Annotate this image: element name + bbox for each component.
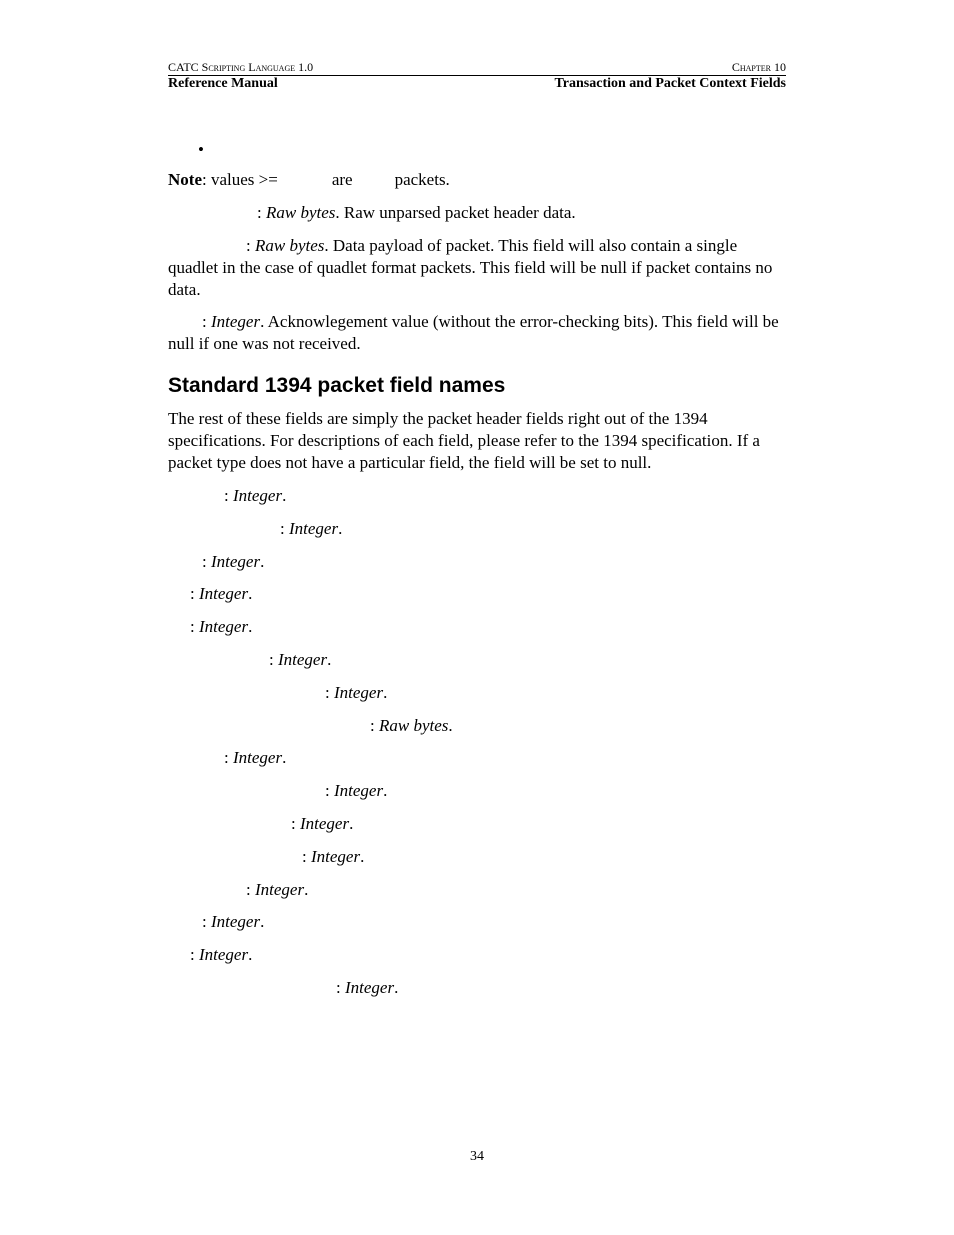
field-sep: : bbox=[325, 781, 334, 801]
field-end: . bbox=[260, 551, 265, 571]
field-entry bbox=[302, 846, 364, 868]
field-type: Integer bbox=[254, 879, 305, 899]
ack-field-desc: . Acknowlegement value (without the error-checking bits). This field will be null if one was not received. bbox=[168, 312, 779, 353]
field-sep: : bbox=[202, 912, 211, 932]
field-end: . bbox=[248, 584, 253, 604]
section-heading: Standard 1394 packet field names bbox=[168, 374, 506, 397]
field-entry bbox=[224, 485, 286, 507]
field-sep: : bbox=[246, 879, 255, 899]
running-header-bottom bbox=[168, 76, 786, 92]
field-entry bbox=[291, 813, 353, 835]
ack-field-paragraph bbox=[168, 311, 786, 355]
field-sep: : bbox=[224, 748, 233, 768]
field-end: . bbox=[248, 617, 253, 637]
note-paragraph bbox=[168, 169, 786, 191]
field-type: Integer bbox=[277, 650, 328, 669]
field-entry bbox=[190, 944, 252, 966]
field-end: . bbox=[260, 912, 265, 932]
field-entry bbox=[280, 518, 342, 540]
field-entry bbox=[325, 780, 387, 802]
raw-header-field bbox=[168, 202, 786, 224]
field-entry bbox=[269, 649, 331, 671]
field-sep: : bbox=[202, 551, 211, 571]
field-end: . bbox=[282, 748, 287, 768]
ack-field-sep: : bbox=[202, 312, 211, 331]
field-type: Integer bbox=[333, 682, 384, 702]
field-end: . bbox=[304, 879, 309, 899]
field-entry bbox=[370, 715, 453, 737]
field-sep: : bbox=[190, 617, 199, 637]
field-entry bbox=[190, 616, 252, 638]
field-entry bbox=[202, 911, 264, 933]
data-field-desc: . Data payload of packet. This field will also contain a single quadlet in the case of quadlet format packets. This field will be null if packet contains no data. bbox=[168, 236, 773, 299]
header-chapter: Chapter 10 bbox=[731, 60, 786, 74]
data-field-paragraph bbox=[168, 235, 786, 301]
field-type: Integer bbox=[344, 978, 395, 997]
field-entry bbox=[246, 879, 308, 901]
field-entry bbox=[336, 977, 398, 999]
field-sep: : bbox=[224, 486, 233, 505]
page-number: 34 bbox=[470, 1149, 484, 1164]
field-end: . bbox=[338, 518, 343, 538]
ack-field-type: Integer bbox=[210, 312, 261, 331]
header-doc-title: CATC Scripting Language 1.0 bbox=[168, 60, 314, 74]
field-end: . bbox=[383, 781, 388, 801]
field-type: Integer bbox=[198, 945, 249, 965]
field-type: Integer bbox=[299, 814, 350, 833]
field-sep: : bbox=[336, 978, 345, 997]
raw-header-sep: : bbox=[257, 203, 266, 222]
note-text-2: are bbox=[331, 170, 353, 189]
field-type: Integer bbox=[198, 617, 249, 637]
page-content bbox=[168, 60, 786, 997]
field-end: . bbox=[394, 978, 399, 997]
field-end: . bbox=[448, 715, 453, 735]
field-entry bbox=[224, 747, 286, 769]
running-header-top bbox=[168, 60, 786, 74]
data-field-type: Raw bytes bbox=[254, 236, 325, 255]
field-type: Integer bbox=[210, 551, 261, 571]
raw-header-desc: . Raw unparsed packet header data. bbox=[335, 203, 576, 222]
field-end: . bbox=[383, 682, 388, 702]
field-type: Integer bbox=[333, 781, 384, 801]
field-type: Integer bbox=[232, 486, 283, 505]
field-end: . bbox=[282, 486, 287, 505]
field-type: Integer bbox=[198, 584, 249, 604]
field-sep: : bbox=[302, 846, 311, 866]
note-label: Note bbox=[168, 170, 202, 189]
field-sep: : bbox=[190, 945, 199, 965]
field-type: Raw bytes bbox=[378, 715, 449, 735]
field-type: Integer bbox=[310, 846, 361, 866]
bullet-point: • bbox=[198, 140, 204, 159]
field-end: . bbox=[360, 846, 365, 866]
field-type: Integer bbox=[288, 518, 339, 538]
note-text-1: : values >= bbox=[201, 170, 278, 189]
field-type: Integer bbox=[210, 912, 261, 932]
section-intro: The rest of these fields are simply the packet header fields right out of the 1394 specifications. For descriptions of each field, please refer to the 1394 specification. If a packet type does not have a particular field, the field will be set to null. bbox=[168, 409, 760, 472]
field-sep: : bbox=[269, 650, 278, 669]
raw-header-type: Raw bytes bbox=[265, 203, 336, 222]
field-sep: : bbox=[325, 682, 334, 702]
field-sep: : bbox=[291, 814, 300, 833]
note-text-3: packets. bbox=[394, 170, 450, 189]
field-sep: : bbox=[280, 518, 289, 538]
field-sep: : bbox=[370, 715, 379, 735]
field-entry bbox=[190, 583, 252, 605]
field-entry bbox=[202, 551, 264, 573]
header-manual-name: Reference Manual bbox=[168, 76, 278, 91]
field-sep: : bbox=[190, 584, 199, 604]
data-field-sep: : bbox=[246, 236, 255, 255]
field-end: . bbox=[327, 650, 332, 669]
field-entry bbox=[325, 682, 387, 704]
field-end: . bbox=[349, 814, 354, 833]
field-type: Integer bbox=[232, 748, 283, 768]
field-end: . bbox=[248, 945, 253, 965]
header-chapter-title: Transaction and Packet Context Fields bbox=[554, 76, 786, 91]
